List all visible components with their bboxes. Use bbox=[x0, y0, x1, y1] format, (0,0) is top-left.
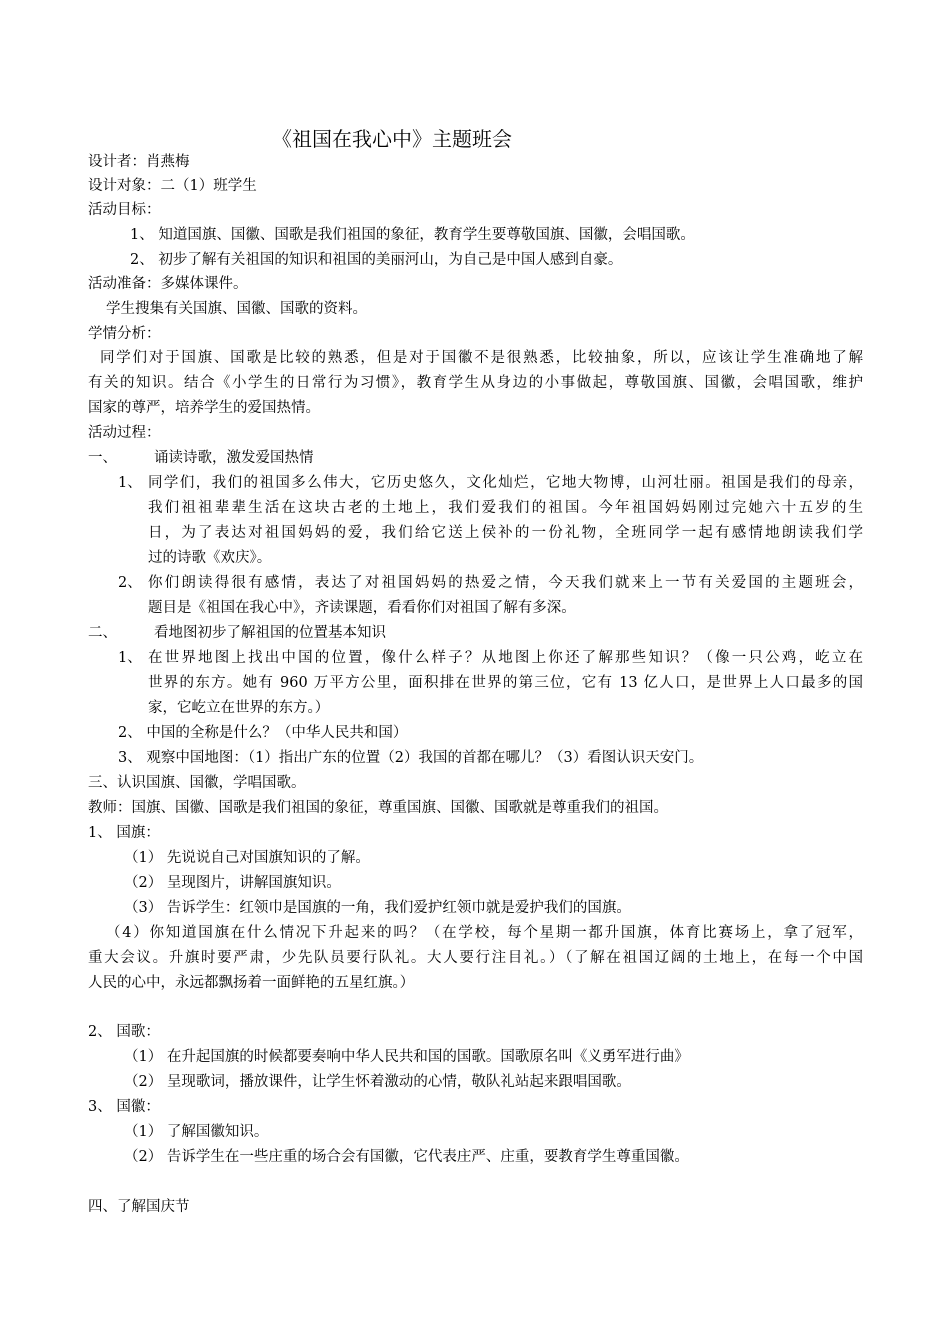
section-2-title: 看地图初步了解祖国的位置基本知识 bbox=[154, 625, 386, 641]
list-item-line: 我们祖祖辈辈生活在这块古老的土地上，我们爱我们的祖国。今年祖国妈妈刚过完她六十五岁的生 bbox=[148, 500, 863, 516]
list-item-line: 在世界地图上找出中国的位置，像什么样子？从地图上你还了解那些知识？（像一只公鸡，屹立在 bbox=[148, 650, 863, 666]
flag-item-4-line: （4）你知道国旗在什么情况下升起来的吗？（在学校，每个星期一都升国旗，体育比赛场上，拿了冠军， bbox=[106, 925, 863, 941]
flag-item-4-line: 重大会议。升旗时要严肃，少先队员要行队礼。大人要行注目礼。）（了解在祖国辽阔的土地上，在每一个中国 bbox=[88, 950, 863, 966]
emblem-item-2: （2） 告诉学生在一些庄重的场合会有国徽，它代表庄严、庄重，要教育学生尊重国徽。 bbox=[124, 1149, 689, 1165]
list-item-line: 世界的东方。她有 960 万平方公里，面积排在世界的第三位，它有 13 亿人口，是世界上人口最多的国 bbox=[148, 675, 863, 691]
list-item-line: 同学们，我们的祖国多么伟大，它历史悠久，文化灿烂，它地大物博，山河壮丽。祖国是我们的母亲， bbox=[148, 475, 863, 491]
teacher-line: 教师：国旗、国徽、国歌是我们祖国的象征，尊重国旗、国徽、国歌就是尊重我们的祖国。 bbox=[88, 800, 668, 816]
flag-heading: 1、 国旗： bbox=[88, 825, 160, 841]
emblem-heading: 3、 国徽： bbox=[88, 1099, 160, 1115]
flag-item-4-line: 人民的心中，永远都飘扬着一面鲜艳的五星红旗。） bbox=[88, 975, 415, 991]
analysis-paragraph-line: 国家的尊严，培养学生的爱国热情。 bbox=[88, 400, 320, 416]
list-item-number: 1、 bbox=[118, 650, 142, 666]
section-2-number: 二、 bbox=[88, 625, 117, 641]
target-line: 设计对象：二（1）班学生 bbox=[88, 178, 257, 194]
goals-heading: 活动目标： bbox=[88, 202, 161, 218]
section-3-title: 三、认识国旗、国徽，学唱国歌。 bbox=[88, 775, 306, 791]
section-1-number: 一、 bbox=[88, 450, 117, 466]
section-4-title: 四、了解国庆节 bbox=[88, 1199, 190, 1215]
list-item-line: 你们朗读得很有感情，表达了对祖国妈妈的热爱之情，今天我们就来上一节有关爱国的主题班会， bbox=[148, 575, 863, 591]
flag-item-1: （1） 先说说自己对国旗知识的了解。 bbox=[124, 850, 370, 866]
anthem-item-1: （1） 在升起国旗的时候都要奏响中华人民共和国的国歌。国歌原名叫《义勇军进行曲》 bbox=[124, 1049, 689, 1065]
list-item-line: 题目是《祖国在我心中》，齐读课题，看看你们对祖国了解有多深。 bbox=[148, 600, 576, 616]
list-item-line: 过的诗歌《欢庆》。 bbox=[148, 550, 272, 566]
document-title: 《祖国在我心中》主题班会 bbox=[272, 127, 512, 151]
flag-item-2: （2） 呈现图片，讲解国旗知识。 bbox=[124, 875, 341, 891]
analysis-paragraph-line: 有关的知识。结合《小学生的日常行为习惯》，教育学生从身边的小事做起，尊敬国旗、国徽，会唱国歌，维护 bbox=[88, 375, 863, 391]
list-item-number: 2、 bbox=[118, 575, 142, 591]
goal-item-1: 1、 知道国旗、国徽、国歌是我们祖国的象征，教育学生要尊敬国旗、国徽，会唱国歌。 bbox=[130, 227, 695, 243]
analysis-paragraph-line: 同学们对于国旗、国歌是比较的熟悉，但是对于国徽不是很熟悉，比较抽象，所以，应该让学生准确地了解 bbox=[100, 350, 863, 366]
list-item-line: 日，为了表达对祖国妈妈的爱，我们给它送上侯补的一份礼物，全班同学一起有感情地朗读我们学 bbox=[148, 525, 863, 541]
designer-line: 设计者：肖燕梅 bbox=[88, 154, 190, 170]
list-item: 3、 观察中国地图：（1）指出广东的位置（2）我国的首都在哪儿？（3）看图认识天安门。 bbox=[118, 750, 704, 766]
process-heading: 活动过程： bbox=[88, 425, 161, 441]
analysis-heading: 学情分析： bbox=[88, 326, 161, 342]
section-1-title: 诵读诗歌，激发爱国热情 bbox=[154, 450, 314, 466]
anthem-heading: 2、 国歌： bbox=[88, 1024, 160, 1040]
emblem-item-1: （1） 了解国徽知识。 bbox=[124, 1124, 269, 1140]
flag-item-3: （3） 告诉学生：红领巾是国旗的一角，我们爱护红领巾就是爱护我们的国旗。 bbox=[124, 900, 631, 916]
list-item-number: 1、 bbox=[118, 475, 142, 491]
list-item: 2、 中国的全称是什么？（中华人民共和国） bbox=[118, 725, 408, 741]
list-item-line: 家，它屹立在世界的东方。） bbox=[148, 700, 330, 716]
goal-item-2: 2、 初步了解有关祖国的知识和祖国的美丽河山，为自己是中国人感到自豪。 bbox=[130, 252, 623, 268]
anthem-item-2: （2） 呈现歌词，播放课件，让学生怀着激动的心情，敬队礼站起来跟唱国歌。 bbox=[124, 1074, 631, 1090]
preparation-line: 活动准备：多媒体课件。 bbox=[88, 276, 248, 292]
preparation-line-2: 学生搜集有关国旗、国徽、国歌的资料。 bbox=[106, 301, 367, 317]
